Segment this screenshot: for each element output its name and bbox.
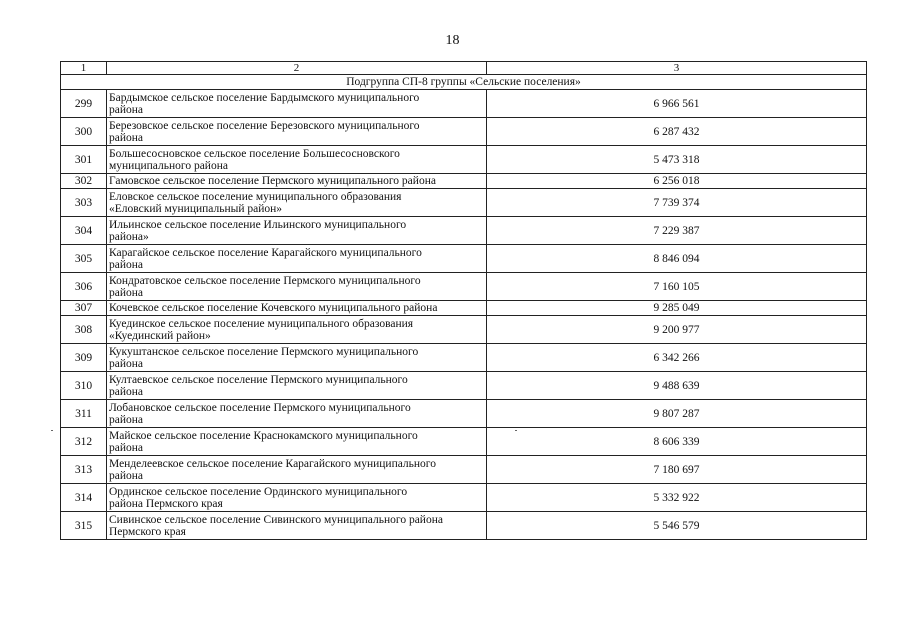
settlement-name-line: района [109, 131, 144, 144]
settlement-name-line: района [109, 258, 144, 271]
row-number: 299 [61, 90, 107, 118]
table-row [61, 174, 867, 189]
table-body [61, 62, 867, 540]
settlement-name [107, 316, 487, 344]
table-row [61, 90, 867, 118]
settlement-name-line: района [109, 103, 144, 116]
settlement-name-line: Гамовское сельское поселение Пермского муниципального района [109, 175, 436, 187]
row-number: 315 [61, 512, 107, 540]
settlement-name-line: «Еловский муниципальный район» [109, 202, 283, 215]
table-row [61, 118, 867, 146]
subgroup-row [61, 75, 867, 90]
row-number: 303 [61, 189, 107, 217]
row-number: 304 [61, 217, 107, 245]
row-number: 305 [61, 245, 107, 273]
settlement-name-line: Кочевское сельское поселение Кочевского муниципального района [109, 302, 438, 314]
table-row [61, 344, 867, 372]
settlement-name-line: района [109, 441, 144, 454]
amount-value: 5 546 579 [487, 512, 867, 540]
settlement-name-line: района» [109, 230, 149, 243]
settlement-name-line: Еловское сельское поселение муниципального образования [109, 190, 402, 203]
table-row [61, 316, 867, 344]
table-row [61, 372, 867, 400]
row-number: 301 [61, 146, 107, 174]
row-number: 300 [61, 118, 107, 146]
table-row [61, 301, 867, 316]
row-number: 312 [61, 428, 107, 456]
settlement-name [107, 372, 487, 400]
amount-value: 6 256 018 [487, 174, 867, 189]
amount-value: 5 332 922 [487, 484, 867, 512]
row-number: 307 [61, 301, 107, 316]
row-number: 311 [61, 400, 107, 428]
settlement-name-line: Березовское сельское поселение Березовского муниципального [109, 119, 420, 132]
settlement-name [107, 90, 487, 118]
settlement-name [107, 174, 487, 189]
settlement-name [107, 456, 487, 484]
settlement-name-line: района [109, 286, 144, 299]
subgroup-title: Подгруппа СП-8 группы «Сельские поселения» [61, 75, 867, 90]
settlement-name [107, 245, 487, 273]
settlement-name [107, 118, 487, 146]
settlement-name-line: Сивинское сельское поселение Сивинского муниципального района [109, 513, 443, 526]
settlement-name [107, 400, 487, 428]
settlement-name [107, 484, 487, 512]
settlement-name-line: Бардымское сельское поселение Бардымского муниципального [109, 91, 420, 104]
scan-artifact [51, 430, 53, 431]
table-row [61, 217, 867, 245]
table-row [61, 400, 867, 428]
settlement-name [107, 217, 487, 245]
amount-value: 6 342 266 [487, 344, 867, 372]
settlement-name [107, 428, 487, 456]
row-number: 313 [61, 456, 107, 484]
settlement-name [107, 301, 487, 316]
settlement-name-line: Кондратовское сельское поселение Пермского муниципального [109, 274, 421, 287]
settlement-name-line: Култаевское сельское поселение Пермского муниципального [109, 373, 408, 386]
settlement-name-line: Ординское сельское поселение Ординского муниципального [109, 485, 408, 498]
settlement-name-line: Лобановское сельское поселение Пермского муниципального [109, 401, 411, 414]
settlement-name-line: Менделеевское сельское поселение Карагайского муниципального [109, 457, 436, 470]
settlement-name-line: района Пермского края [109, 497, 223, 510]
scan-artifact [515, 430, 517, 431]
settlement-name-line: муниципального района [109, 159, 228, 172]
table-row [61, 428, 867, 456]
row-number: 306 [61, 273, 107, 301]
amount-value: 7 229 387 [487, 217, 867, 245]
table-row [61, 146, 867, 174]
settlement-name [107, 273, 487, 301]
table-row [61, 484, 867, 512]
table-row [61, 189, 867, 217]
settlement-name-line: района [109, 357, 144, 370]
row-number: 302 [61, 174, 107, 189]
settlement-name-line: «Куединский район» [109, 329, 211, 342]
column-header-1: 1 [61, 62, 107, 75]
table-row [61, 456, 867, 484]
amount-value: 6 287 432 [487, 118, 867, 146]
settlement-name-line: Ильинское сельское поселение Ильинского муниципального [109, 218, 407, 231]
settlement-name-line: Майское сельское поселение Краснокамского муниципального [109, 429, 418, 442]
settlement-name-line: Кукуштанское сельское поселение Пермского муниципального [109, 345, 419, 358]
amount-value: 9 488 639 [487, 372, 867, 400]
table-row [61, 273, 867, 301]
settlement-name-line: Куединское сельское поселение муниципального образования [109, 317, 414, 330]
column-header-3: 3 [487, 62, 867, 75]
row-number: 309 [61, 344, 107, 372]
page-number: 18 [445, 33, 460, 48]
table-row [61, 512, 867, 540]
settlement-name-line: Карагайское сельское поселение Карагайского муниципального [109, 246, 422, 259]
header-row [61, 62, 867, 75]
table-row [61, 245, 867, 273]
amount-value: 9 807 287 [487, 400, 867, 428]
amount-value: 8 606 339 [487, 428, 867, 456]
amount-value: 7 160 105 [487, 273, 867, 301]
settlement-name [107, 146, 487, 174]
settlement-name-line: района [109, 413, 144, 426]
amount-value: 9 285 049 [487, 301, 867, 316]
settlement-name [107, 344, 487, 372]
amount-value: 7 739 374 [487, 189, 867, 217]
settlement-name [107, 189, 487, 217]
settlement-name-line: района [109, 469, 144, 482]
amount-value: 7 180 697 [487, 456, 867, 484]
amount-value: 8 846 094 [487, 245, 867, 273]
column-header-2: 2 [107, 62, 487, 75]
settlement-name [107, 512, 487, 540]
row-number: 310 [61, 372, 107, 400]
row-number: 308 [61, 316, 107, 344]
amount-value: 6 966 561 [487, 90, 867, 118]
settlement-name-line: района [109, 385, 144, 398]
settlements-table [60, 61, 867, 540]
row-number: 314 [61, 484, 107, 512]
settlement-name-line: Пермского края [109, 525, 186, 538]
amount-value: 9 200 977 [487, 316, 867, 344]
amount-value: 5 473 318 [487, 146, 867, 174]
settlement-name-line: Большесосновское сельское поселение Большесосновского [109, 147, 400, 160]
